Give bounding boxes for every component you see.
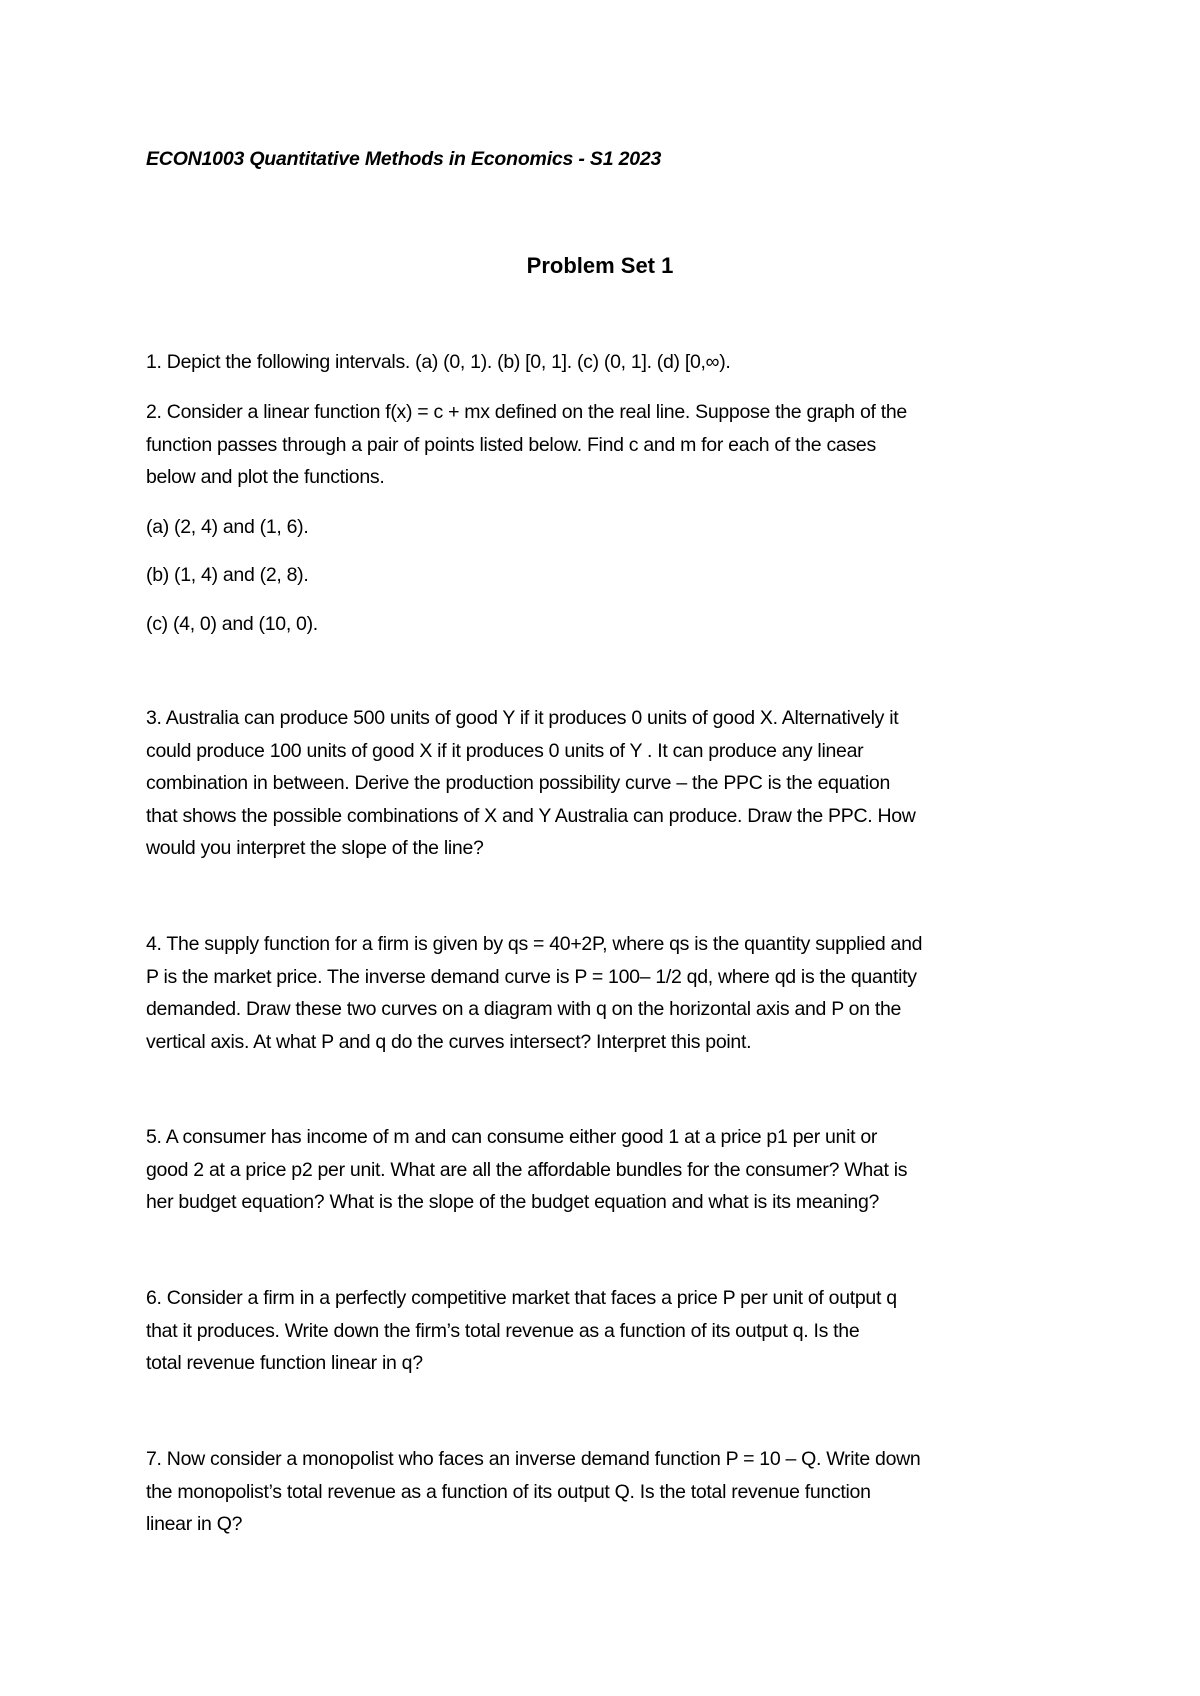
question-3 [146,702,1066,865]
question-2-part-a-text: (a) (2, 4) and (1, 6). [146,516,309,538]
question-2-part-a [146,511,1066,544]
question-6-line: that it produces. Write down the firm’s total revenue as a function of its output q. Is the [146,1319,860,1342]
question-2-line: function passes through a pair of points listed below. Find c and m for each of the cases [146,433,876,456]
question-7-line: 7. Now consider a monopolist who faces an inverse demand function P = 10 – Q. Write down [146,1448,921,1470]
question-3-line: would you interpret the slope of the line? [146,837,484,859]
question-4 [146,928,1066,1058]
question-1-line: 1. Depict the following intervals. (a) (0, 1). (b) [0, 1]. (c) (0, 1]. (d) [0,∞). [146,351,731,373]
question-2 [146,396,1066,494]
question-2-line: below and plot the functions. [146,466,385,488]
question-6 [146,1282,1066,1380]
question-5-line: good 2 at a price p2 per unit. What are all the affordable bundles for the consumer? What is [146,1158,908,1181]
question-6-line: total revenue function linear in q? [146,1352,423,1374]
question-5-line: her budget equation? What is the slope of the budget equation and what is its meaning? [146,1191,880,1213]
question-2-part-c [146,608,1066,641]
page-title: Problem Set 1 [526,253,674,278]
course-title: ECON1003 Quantitative Methods in Economics - S1 2023 [146,148,662,170]
question-4-line: demanded. Draw these two curves on a diagram with q on the horizontal axis and P on the [146,998,902,1020]
question-2-part-c-text: (c) (4, 0) and (10, 0). [146,613,318,635]
question-2-line: 2. Consider a linear function f(x) = c + mx defined on the real line. Suppose the graph of the [146,401,907,423]
question-7-line: linear in Q? [146,1513,243,1535]
question-5-line: 5. A consumer has income of m and can consume either good 1 at a price p1 per unit or [146,1126,878,1148]
question-4-line: 4. The supply function for a firm is given by qs = 40+2P, where qs is the quantity supplied and [146,933,923,955]
question-4-line: vertical axis. At what P and q do the curves intersect? Interpret this point. [146,1030,752,1053]
question-3-line: could produce 100 units of good X if it produces 0 units of Y . It can produce any linear [146,739,864,762]
question-3-line: combination in between. Derive the production possibility curve – the PPC is the equation [146,772,890,794]
question-6-line: 6. Consider a firm in a perfectly competitive market that faces a price P per unit of output q [146,1287,897,1309]
question-4-line: P is the market price. The inverse demand curve is P = 100– 1/2 qd, where qd is the quantity [146,965,917,988]
question-2-part-b [146,559,1066,592]
question-5 [146,1121,1066,1219]
question-3-line: that shows the possible combinations of X and Y Australia can produce. Draw the PPC. How [146,804,916,827]
question-7-line: the monopolist’s total revenue as a function of its output Q. Is the total revenue function [146,1480,871,1503]
question-1 [146,346,1066,379]
question-7 [146,1443,1066,1541]
question-3-line: 3. Australia can produce 500 units of good Y if it produces 0 units of good X. Alternatively it [146,707,899,729]
question-2-part-b-text: (b) (1, 4) and (2, 8). [146,564,309,586]
